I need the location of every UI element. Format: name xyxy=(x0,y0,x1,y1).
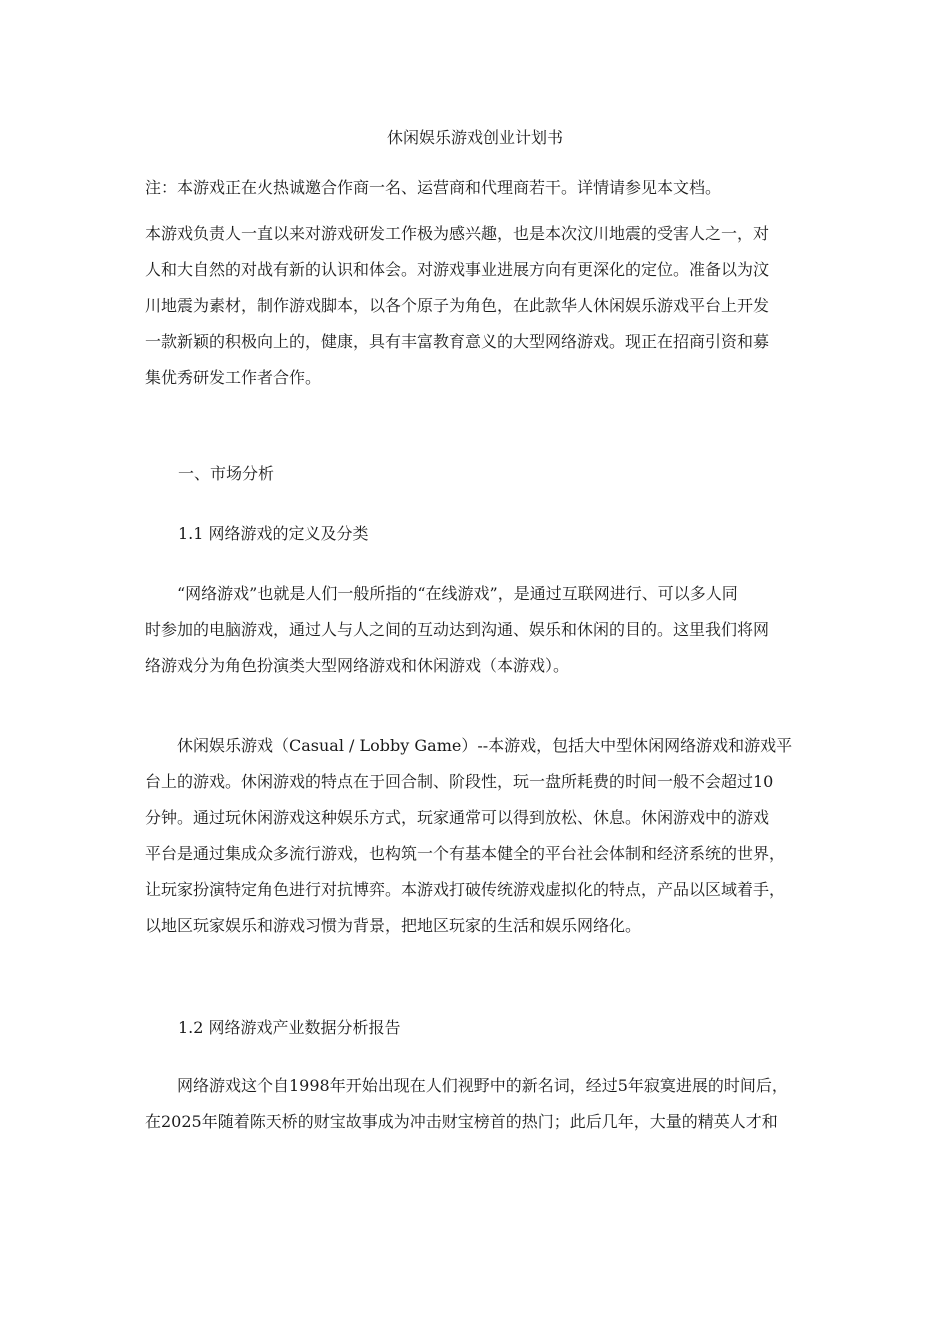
document-title: 休闲娱乐游戏创业计划书 xyxy=(386,128,563,147)
paragraph-line: 在2025年随着陈天桥的财宝故事成为冲击财宝榜首的热门；此后几年，大量的精英人才和 xyxy=(145,1112,778,1131)
intro-line: 人和大自然的对战有新的认识和体会。对游戏事业进展方向有更深化的定位。准备以为汶 xyxy=(145,260,770,279)
paragraph-line: 分钟。通过玩休闲游戏这种娱乐方式，玩家通常可以得到放松、休息。休闲游戏中的游戏 xyxy=(145,808,770,827)
note-line: 注：本游戏正在火热诚邀合作商一名、运营商和代理商若干。详情请参见本文档。 xyxy=(145,178,722,197)
intro-line: 川地震为素材，制作游戏脚本，以各个原子为角色，在此款华人休闲娱乐游戏平台上开发 xyxy=(145,296,770,315)
subsection-heading-1-1: 1.1 网络游戏的定义及分类 xyxy=(178,524,369,543)
paragraph-line: 时参加的电脑游戏，通过人与人之间的互动达到沟通、娱乐和休闲的目的。这里我们将网 xyxy=(145,620,770,639)
paragraph-line: 平台是通过集成众多流行游戏，也构筑一个有基本健全的平台社会体制和经济系统的世界， xyxy=(145,844,786,863)
paragraph-line: 络游戏分为角色扮演类大型网络游戏和休闲游戏（本游戏）。 xyxy=(145,656,570,675)
paragraph-line: “网络游戏”也就是人们一般所指的“在线游戏”，是通过互联网进行、可以多人同 xyxy=(145,584,738,603)
note-paragraph xyxy=(145,170,810,206)
subsection-heading-1-2: 1.2 网络游戏产业数据分析报告 xyxy=(178,1018,401,1037)
definition-paragraph xyxy=(145,576,810,684)
industry-data-paragraph xyxy=(145,1068,810,1140)
paragraph-line: 台上的游戏。休闲游戏的特点在于回合制、阶段性，玩一盘所耗费的时间一般不会超过10 xyxy=(145,772,774,791)
paragraph-line: 以地区玩家娱乐和游戏习惯为背景，把地区玩家的生活和娱乐网络化。 xyxy=(145,916,642,935)
intro-line: 集优秀研发工作者合作。 xyxy=(145,368,322,387)
intro-paragraph xyxy=(145,216,810,396)
intro-line: 一款新颖的积极向上的，健康，具有丰富教育意义的大型网络游戏。现正在招商引资和募 xyxy=(145,332,770,351)
paragraph-line: 让玩家扮演特定角色进行对抗博弈。本游戏打破传统游戏虚拟化的特点，产品以区域着手， xyxy=(145,880,786,899)
section-heading-market-analysis: 一、市场分析 xyxy=(178,464,275,483)
intro-line: 本游戏负责人一直以来对游戏研发工作极为感兴趣，也是本次汶川地震的受害人之一，对 xyxy=(145,224,770,243)
casual-game-paragraph xyxy=(145,728,810,944)
paragraph-line: 休闲娱乐游戏（Casual / Lobby Game）--本游戏，包括大中型休闲网络游戏和游戏平 xyxy=(145,736,793,755)
paragraph-line: 网络游戏这个自1998年开始出现在人们视野中的新名词，经过5年寂寞进展的时间后， xyxy=(145,1076,788,1095)
